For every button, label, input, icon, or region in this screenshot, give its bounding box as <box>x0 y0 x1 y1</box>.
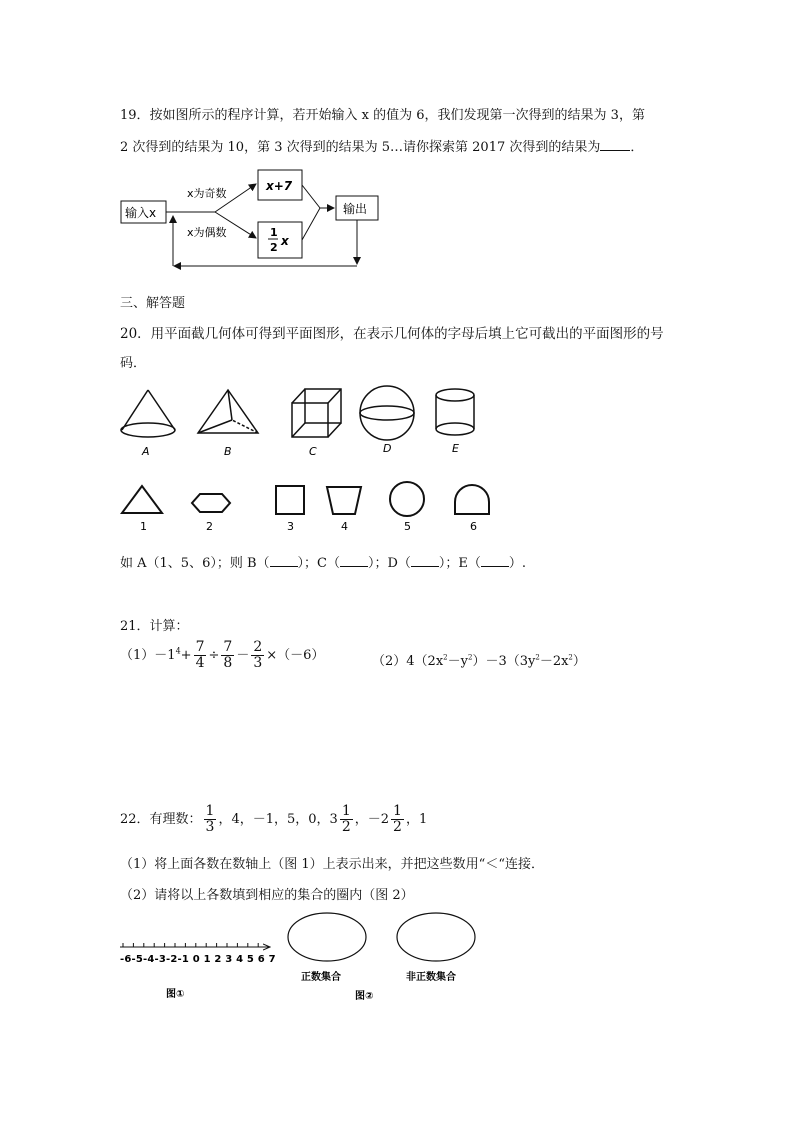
flow-even-den: 2 <box>270 241 278 254</box>
shape-label-3: 3 <box>287 520 294 533</box>
flow-output-label: 输出 <box>343 202 368 216</box>
q20-line2: 码． <box>120 356 147 371</box>
flow-even-var: x <box>281 234 289 248</box>
q21-part1-label: （1） <box>120 648 155 663</box>
q20-line1: 20．用平面截几何体可得到平面图形，在表示几何体的字母后填上它可截出的平面图形的号 <box>120 326 664 342</box>
q22-seq: ，4，－1，5，0，3 <box>218 812 338 827</box>
solid-label-b: B <box>224 445 232 458</box>
q21-p1-plus: + <box>180 648 192 663</box>
q22-frac-c: $\frac{1}{2}$ <box>393 803 402 835</box>
q21-div: ÷ <box>208 648 220 663</box>
q21-p2-exp1: 2 <box>443 653 448 662</box>
shape-label-1: 1 <box>140 520 147 533</box>
q20-answer-end: ）. <box>508 556 527 571</box>
number-line-ticks <box>123 943 258 947</box>
q21-minus: － <box>236 648 250 663</box>
q21-title: 21．计算： <box>120 619 189 634</box>
q21-p2-exp4: 2 <box>568 653 573 662</box>
q19-line1: 19．按如图所示的程序计算，若开始输入 x 的值为 6，我们发现第一次得到的结果为 3，第 <box>120 108 645 123</box>
q21-p2-d: －2x <box>539 654 569 669</box>
shape-label-2: 2 <box>206 520 213 533</box>
q21-p1-exp: 4 <box>175 646 181 656</box>
solid-label-a: A <box>142 445 150 458</box>
q21-frac-3: $\frac{2}{3}$ <box>253 639 263 671</box>
q21-frac-1: $\frac{7}{4}$ <box>195 639 205 671</box>
set-nonpositive-ellipse <box>397 913 475 961</box>
set-positive-ellipse <box>288 913 366 961</box>
q21-p2-a: 4（2x <box>406 654 444 669</box>
q22-line2: （1）将上面各数在数轴上（图 1）上表示出来，并把这些数用“＜“连接． <box>120 857 544 872</box>
q22-line3: （2）请将以上各数填到相应的集合的圈内（图 2） <box>120 888 414 903</box>
solid-label-c: C <box>309 445 317 458</box>
q21-p2-exp2: 2 <box>467 653 473 662</box>
q22-frac-a: $\frac{1}{3}$ <box>205 803 215 835</box>
q21-p2-e: ） <box>572 654 586 669</box>
q22-lead: 22．有理数： <box>120 812 202 827</box>
q21-p2-c: ）－3（3y <box>472 654 536 669</box>
q21-p1-term: －1 <box>154 648 176 663</box>
q20-answer-d: ）；D（ <box>367 556 411 571</box>
q22-frac-b: $\frac{1}{2}$ <box>341 803 351 835</box>
shape-label-4: 4 <box>341 520 348 533</box>
q20-answer-c: ）；C（ <box>297 556 340 571</box>
number-line-labels: -6-5-4-3-2-1 0 1 2 3 4 5 6 7 <box>120 954 276 965</box>
set-nonpositive-label: 非正数集合 <box>406 972 456 983</box>
flow-odd-expr: x+7 <box>266 179 293 193</box>
solid-label-d: D <box>383 442 392 455</box>
shape-label-5: 5 <box>404 520 411 533</box>
flow-odd-label: x为奇数 <box>187 187 227 200</box>
q22-seq3: ，1 <box>405 812 428 827</box>
flow-input-label: 输入x <box>125 206 157 220</box>
solid-label-e: E <box>452 442 459 455</box>
q21-frac-2: $\frac{7}{8}$ <box>223 639 233 671</box>
q19-line2-end: ． <box>630 140 644 155</box>
flow-even-label: x为偶数 <box>187 226 227 239</box>
q22-seq2: ，－2 <box>354 812 390 827</box>
q21-part2-label: （2） <box>372 654 407 669</box>
fig1-label: 图① <box>166 989 185 1000</box>
shape-label-6: 6 <box>470 520 477 533</box>
flow-even-num: 1 <box>270 226 278 239</box>
set-positive-label: 正数集合 <box>301 972 341 983</box>
q21-p2-b: －y <box>447 654 468 669</box>
q21-p2-exp3: 2 <box>535 653 540 662</box>
q19-line2-text: 2 次得到的结果为 10，第 3 次得到的结果为 5…请你探索第 2017 次得到的结果为 <box>120 140 601 155</box>
fig2-label: 图② <box>355 991 374 1002</box>
section-title: 三、解答题 <box>120 296 186 311</box>
q20-answer-e: ）；E（ <box>438 556 481 571</box>
q21-p1-tail: ×（－6） <box>266 648 325 663</box>
q20-answer-a: 如 A（1、5、6）；则 B（ <box>120 556 270 571</box>
